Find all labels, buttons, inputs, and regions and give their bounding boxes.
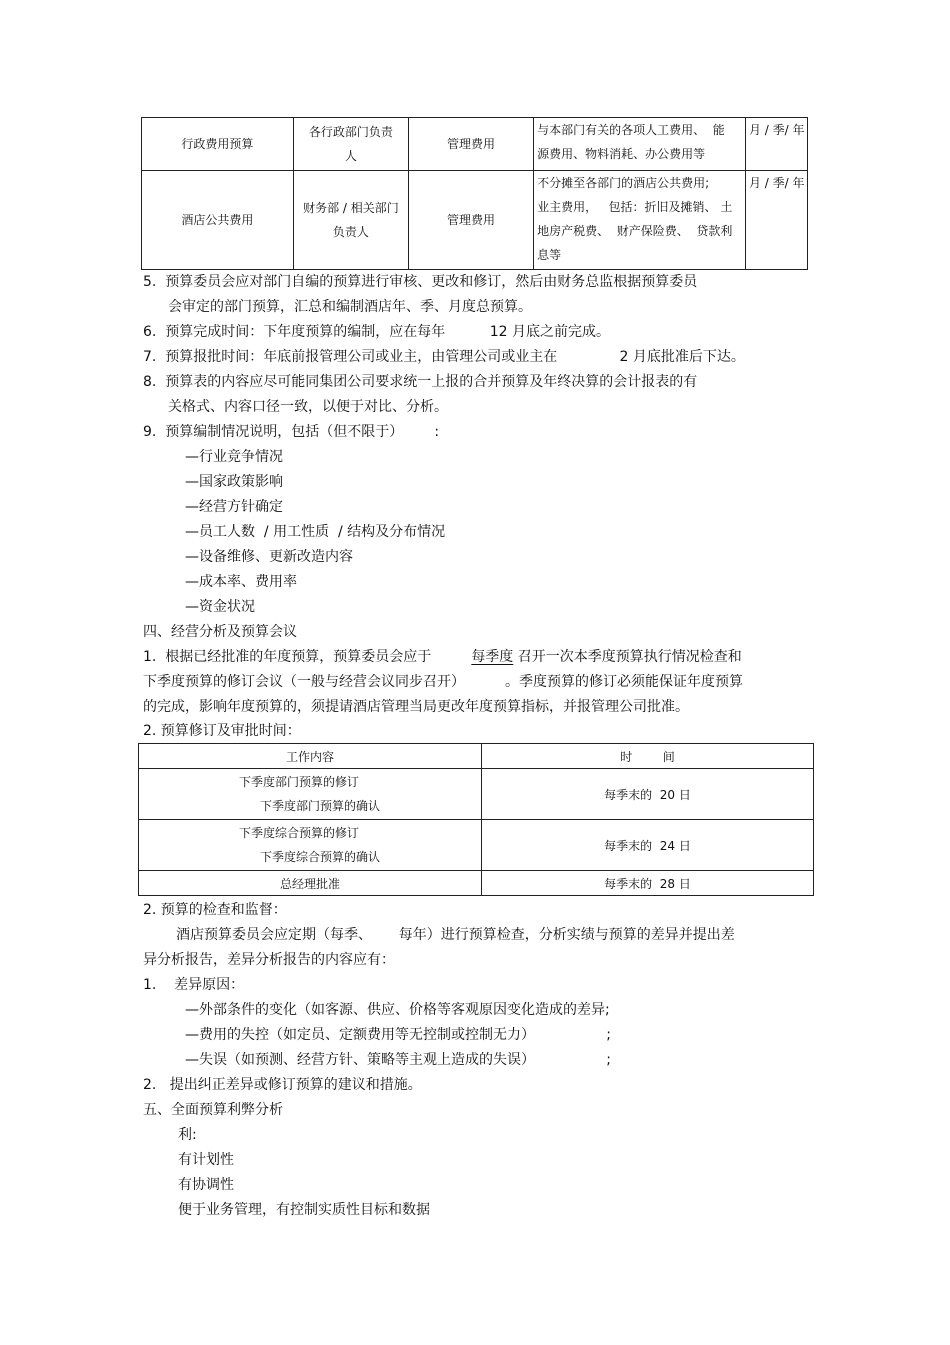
para-2-heading: 2. 预算修订及审批时间： [143, 723, 301, 739]
work-content-cell: 下季度综合预算的修订 下季度综合预算的确认 [139, 820, 482, 871]
header-cell: 时 间 [482, 744, 814, 769]
para-1-line-1: 1. 根据已经批准的年度预算，预算委员会应于 每季度 召开一次本季度预算执行情况检查和 [143, 649, 742, 665]
diff-item-1: 1. 差异原因： [143, 977, 245, 993]
schedule-table [138, 743, 814, 896]
bullet-item: —资金状况 [185, 599, 255, 615]
para-1-line-3: 的完成，影响年度预算的，须提请酒店管理当局更改年度预算指标，并报管理公司批准。 [143, 699, 689, 715]
bullet-item: —经营方针确定 [185, 499, 283, 515]
budget-type-table [141, 117, 808, 270]
work-content-cell: 总经理批准 [139, 871, 482, 896]
bullet-item: —设备维修、更新改造内容 [185, 549, 353, 565]
item-5-line-2: 会审定的部门预算，汇总和编制酒店年、季、月度总预算。 [168, 299, 532, 315]
item-7: 7. 预算报批时间：年底前报管理公司或业主，由管理公司或业主在 2 月底批准后下达。 [143, 349, 745, 365]
diff-cause: —费用的失控（如定员、定额费用等无控制或控制无力） ; [185, 1027, 611, 1043]
budget-name-cell: 酒店公共费用 [142, 171, 294, 270]
budget-name-cell: 行政费用预算 [142, 118, 294, 171]
item-8-line-1: 8. 预算表的内容应尽可能同集团公司要求统一上报的合并预算及年终决算的会计报表的有 [143, 374, 698, 390]
time-cell: 每季末的 20 日 [482, 769, 814, 820]
table-header-row [139, 744, 814, 769]
table-row [142, 171, 808, 270]
owner-cell: 各行政部门负责 人 [293, 118, 408, 171]
bullet-item: —员工人数 / 用工性质 / 结构及分布情况 [185, 524, 446, 540]
advantage-item: 有计划性 [178, 1152, 234, 1168]
table-row [139, 871, 814, 896]
category-cell: 管理费用 [409, 171, 534, 270]
diff-cause: —失误（如预测、经营方针、策略等主观上造成的失误） ; [185, 1052, 611, 1068]
diff-cause: —外部条件的变化（如客源、供应、价格等客观原因变化造成的差异; [185, 1002, 610, 1018]
period-cell: 月 / 季/ 年 [745, 171, 807, 270]
advantage-item: 有协调性 [178, 1177, 234, 1193]
section-heading: 五、全面预算利弊分析 [143, 1102, 283, 1118]
para-3-heading: 2. 预算的检查和监督： [143, 902, 287, 918]
para-3-line-1: 酒店预算委员会应定期（每季、 每年）进行预算检查，分析实绩与预算的差异并提出差 [176, 927, 735, 943]
bullet-item: —成本率、费用率 [185, 574, 297, 590]
section-heading: 四、经营分析及预算会议 [143, 624, 297, 640]
time-cell: 每季末的 28 日 [482, 871, 814, 896]
para-1-line-2: 下季度预算的修订会议（一般与经营会议同步召开） 。季度预算的修订必须能保证年度预算 [143, 674, 744, 690]
table-row [142, 118, 808, 171]
period-cell: 月 / 季/ 年 [745, 118, 807, 171]
time-cell: 每季末的 24 日 [482, 820, 814, 871]
item-9: 9. 预算编制情况说明，包括（但不限于） : [143, 424, 440, 440]
bullet-item: —国家政策影响 [185, 474, 283, 490]
work-content-cell: 下季度部门预算的修订 下季度部门预算的确认 [139, 769, 482, 820]
content-cell: 不分摊至各部门的酒店公共费用; 业主费用， 包括：折旧及摊销、 土 地房产税费、 财产保险费、 贷款利 息等 [534, 171, 746, 270]
category-cell: 管理费用 [409, 118, 534, 171]
bullet-item: —行业竞争情况 [185, 449, 283, 465]
item-6: 6. 预算完成时间：下年度预算的编制，应在每年 12 月底之前完成。 [143, 324, 611, 340]
advantages-label: 利: [178, 1127, 197, 1143]
diff-item-2: 2. 提出纠正差异或修订预算的建议和措施。 [143, 1077, 422, 1093]
advantage-item: 便于业务管理，有控制实质性目标和数据 [178, 1202, 430, 1218]
owner-cell: 财务部 / 相关部门 负责人 [293, 171, 408, 270]
item-8-line-2: 关格式、内容口径一致，以便于对比、分析。 [168, 399, 448, 415]
content-cell: 与本部门有关的各项人工费用、 能 源费用、物料消耗、办公费用等 [534, 118, 746, 171]
item-5-line-1: 5. 预算委员会应对部门自编的预算进行审核、更改和修订，然后由财务总监根据预算委员 [143, 274, 698, 290]
table-row [139, 769, 814, 820]
para-3-line-2: 异分析报告，差异分析报告的内容应有： [143, 952, 395, 968]
table-row [139, 820, 814, 871]
header-cell: 工作内容 [139, 744, 482, 769]
